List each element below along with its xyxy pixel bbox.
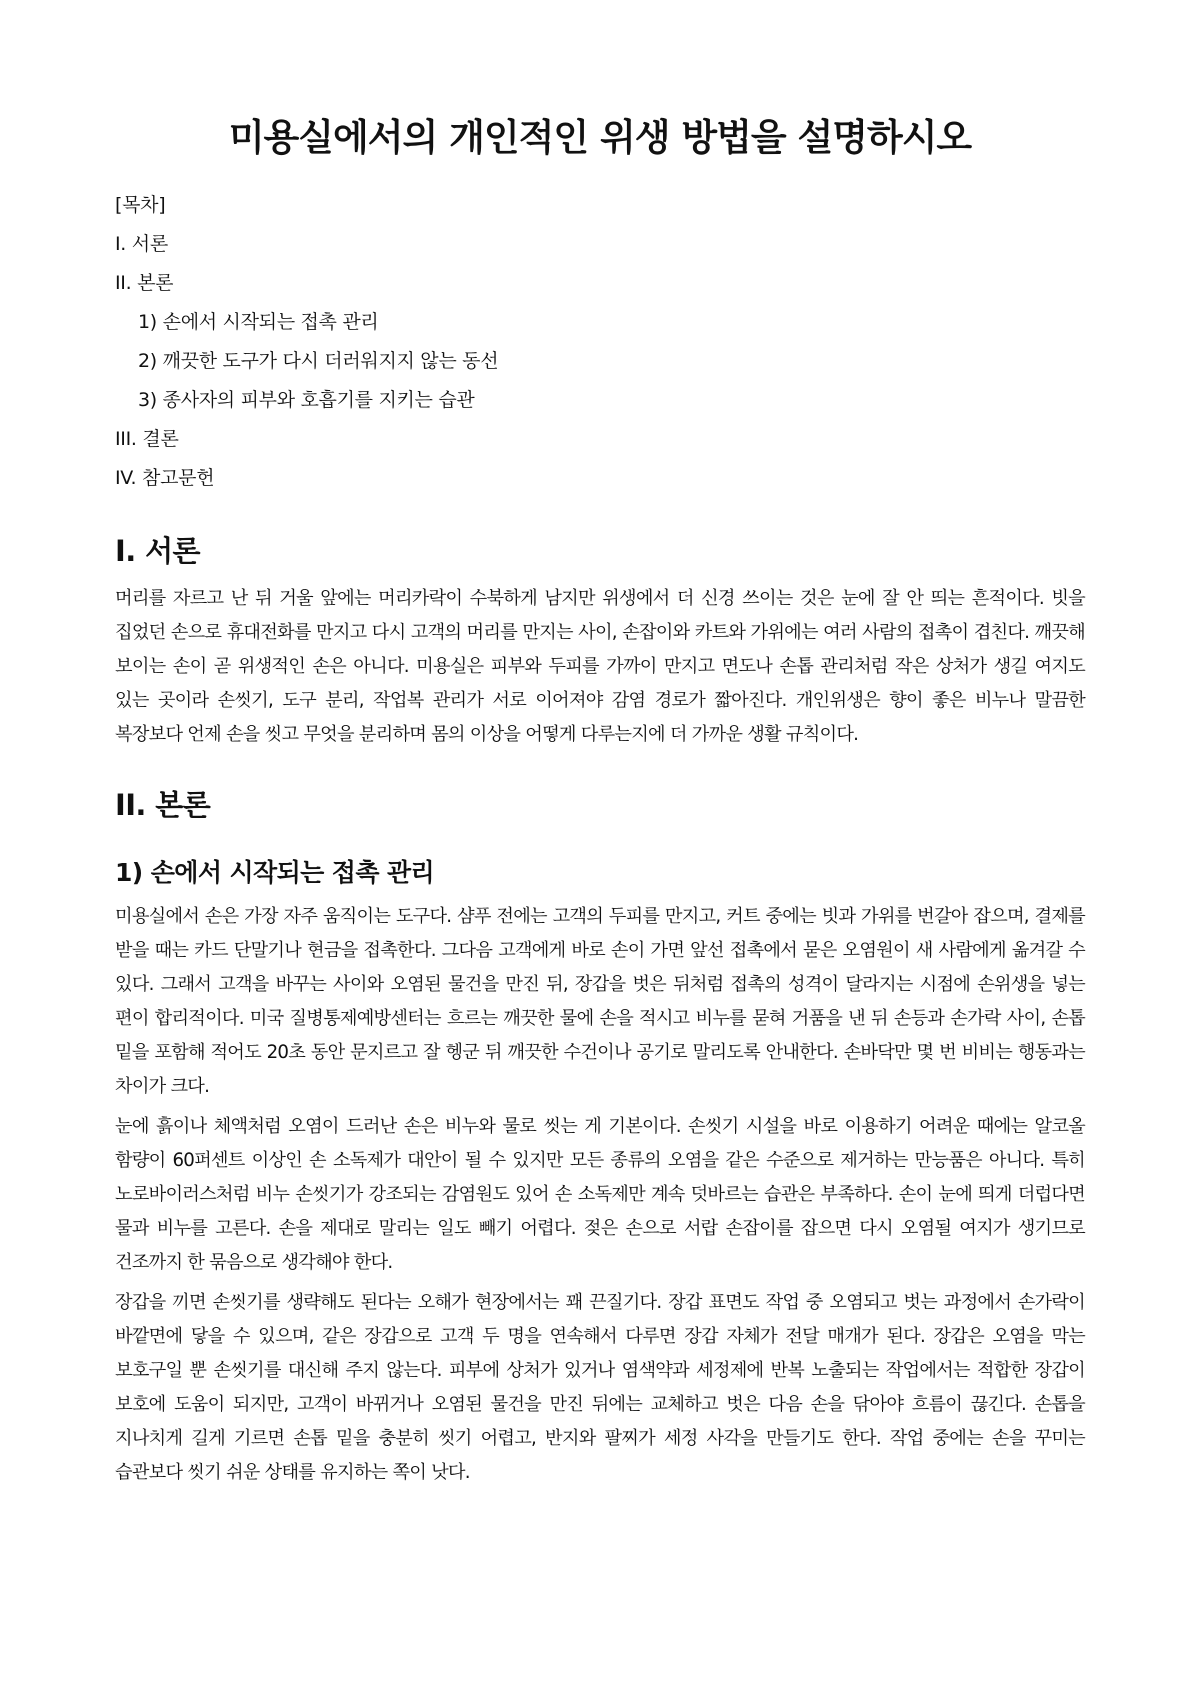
- table-of-contents: [115, 186, 1085, 498]
- subsection-hand-contact: [115, 854, 1085, 1490]
- section-heading-body: II. 본론: [115, 788, 211, 822]
- document-title: 미용실에서의 개인적인 위생 방법을 설명하시오: [228, 116, 972, 159]
- body-paragraph: 장갑을 끼면 손씻기를 생략해도 된다는 오해가 현장에서는 꽤 끈질기다. 장갑 표면도 작업 중 오염되고 벗는 과정에서 손가락이 바깥면에 닿을 수 있으며, 같은 장갑으로 고객 두 명을 연속해서 다루면 장갑 자체가 전달 매개가 된다. 장갑은 오염을 막는 보호구일 뿐 손씻기를 대신해 주지 않는다. 피부에 상처가 있거나 염색약과 세정제에 반복 노출되는 작업에서는 적합한 장갑이 보호에 도움이 되지만, 고객이 바뀌거나 오염된 물건을 만진 뒤에는 교체하고 벗은 다음 손을 닦아야 흐름이 끊긴다. 손톱을 지나치게 길게 기르면 손톱 밑을 충분히 씻기 어렵고, 반지와 팔찌가 세정 사각을 만들기도 한다. 작업 중에는 손을 꾸미는 습관보다 씻기 쉬운 상태를 유지하는 쪽이 낫다.: [115, 1292, 1085, 1483]
- toc-item-conclusion: III. 결론: [115, 428, 179, 450]
- toc-item-body-1: 1) 손에서 시작되는 접촉 관리: [138, 311, 379, 333]
- toc-item-body-2: 2) 깨끗한 도구가 다시 더러워지지 않는 동선: [138, 350, 499, 372]
- introduction-paragraph: 머리를 자르고 난 뒤 거울 앞에는 머리카락이 수북하게 남지만 위생에서 더 신경 쓰이는 것은 눈에 잘 안 띄는 흔적이다. 빗을 집었던 손으로 휴대전화를 만지고 다시 고객의 머리를 만지는 사이, 손잡이와 카트와 가위에는 여러 사람의 접촉이 겹친다. 깨끗해 보이는 손이 곧 위생적인 손은 아니다. 미용실은 피부와 두피를 가까이 만지고 면도나 손톱 관리처럼 작은 상처가 생길 여지도 있는 곳이라 손씻기, 도구 분리, 작업복 관리가 서로 이어져야 감염 경로가 짧아진다. 개인위생은 향이 좋은 비누나 말끔한 복장보다 언제 손을 씻고 무엇을 분리하며 몸의 이상을 어떻게 다루는지에 더 가까운 생활 규칙이다.: [115, 588, 1085, 745]
- section-body: [115, 784, 1085, 826]
- section-heading-introduction: I. 서론: [115, 534, 200, 568]
- subsection-heading-hand-contact: 1) 손에서 시작되는 접촉 관리: [115, 858, 435, 887]
- body-paragraph: 미용실에서 손은 가장 자주 움직이는 도구다. 샴푸 전에는 고객의 두피를 만지고, 커트 중에는 빗과 가위를 번갈아 잡으며, 결제를 받을 때는 카드 단말기나 현금을 접촉한다. 그다음 고객에게 바로 손이 가면 앞선 접촉에서 묻은 오염원이 새 사람에게 옮겨갈 수 있다. 그래서 고객을 바꾸는 사이와 오염된 물건을 만진 뒤, 장갑을 벗은 뒤처럼 접촉의 성격이 달라지는 시점에 손위생을 넣는 편이 합리적이다. 미국 질병통제예방센터는 흐르는 깨끗한 물에 손을 적시고 비누를 묻혀 거품을 낸 뒤 손등과 손가락 사이, 손톱 밑을 포함해 적어도 20초 동안 문지르고 잘 헹군 뒤 깨끗한 수건이나 공기로 말리도록 안내한다. 손바닥만 몇 번 비비는 행동과는 차이가 크다.: [115, 906, 1085, 1097]
- toc-heading: [목차]: [115, 194, 166, 216]
- section-introduction: [115, 530, 1085, 752]
- toc-item-references: IV. 참고문헌: [115, 467, 215, 489]
- toc-item-introduction: I. 서론: [115, 233, 168, 255]
- body-paragraph: 눈에 흙이나 체액처럼 오염이 드러난 손은 비누와 물로 씻는 게 기본이다. 손씻기 시설을 바로 이용하기 어려운 때에는 알코올 함량이 60퍼센트 이상인 손 소독제가 대안이 될 수 있지만 모든 종류의 오염을 같은 수준으로 제거하는 만능품은 아니다. 특히 노로바이러스처럼 비누 손씻기가 강조되는 감염원도 있어 손 소독제만 계속 덧바르는 습관은 부족하다. 손이 눈에 띄게 더럽다면 물과 비누를 고른다. 손을 제대로 말리는 일도 빼기 어렵다. 젖은 손으로 서랍 손잡이를 잡으면 다시 오염될 여지가 생기므로 건조까지 한 묶음으로 생각해야 한다.: [115, 1116, 1085, 1273]
- toc-item-body: II. 본론: [115, 272, 174, 294]
- document-page: [115, 112, 1085, 1490]
- toc-item-body-3: 3) 종사자의 피부와 호흡기를 지키는 습관: [138, 389, 475, 411]
